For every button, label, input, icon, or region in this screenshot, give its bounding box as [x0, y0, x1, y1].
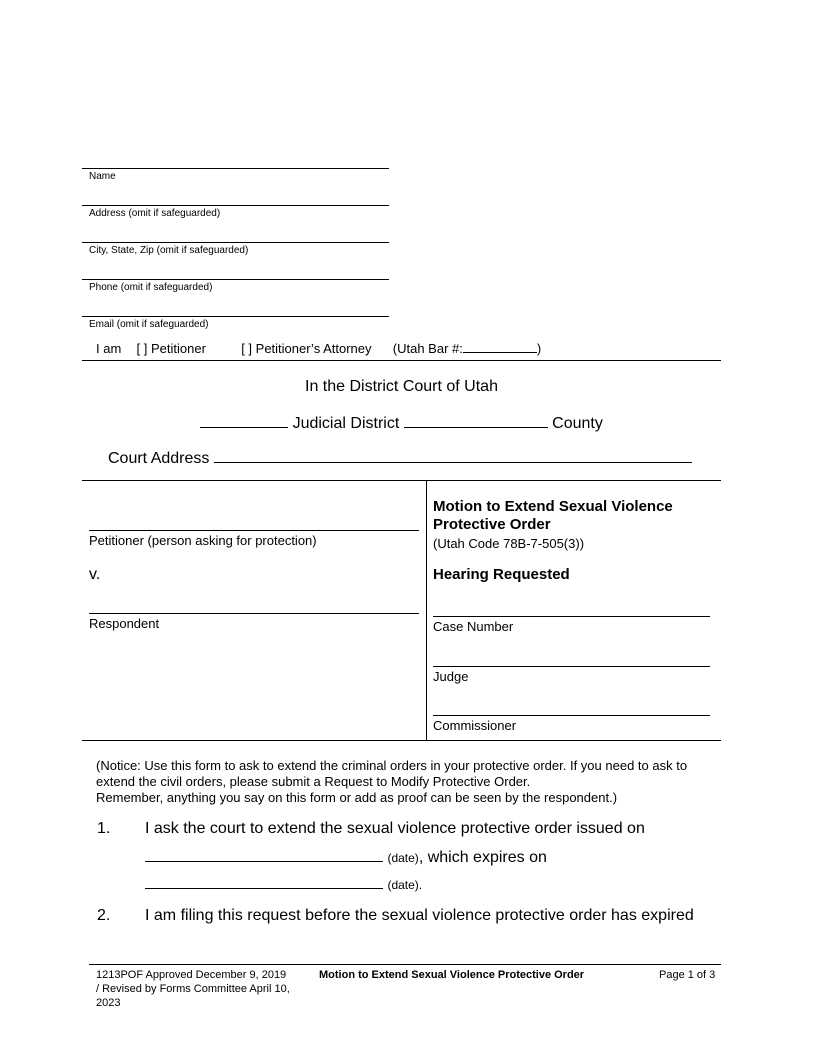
address-line[interactable] — [82, 205, 389, 206]
item-1-text: I ask the court to extend the sexual violence protective order issued on — [145, 820, 645, 837]
petitioner-option-label: Petitioner — [151, 341, 206, 356]
item-1-expires-row — [145, 874, 422, 894]
notice-block — [96, 758, 687, 806]
item-2-number: 2. — [97, 907, 111, 924]
name-label: Name — [89, 171, 116, 182]
address-label: Address (omit if safeguarded) — [89, 208, 221, 219]
city-label: City, State, Zip (omit if safeguarded) — [89, 245, 249, 256]
commissioner-line[interactable] — [433, 715, 710, 716]
item-1-number: 1. — [97, 820, 111, 837]
divider-top — [82, 360, 721, 361]
court-address-field[interactable] — [214, 448, 692, 463]
caption-bottom-line — [82, 740, 721, 741]
footer-left — [96, 968, 290, 1010]
court-heading: In the District Court of Utah — [305, 378, 498, 395]
issued-date-label: (date) — [387, 851, 419, 865]
respondent-label: Respondent — [89, 616, 160, 631]
issued-date-field[interactable] — [145, 847, 383, 862]
district-row — [0, 413, 803, 433]
bar-number-label: (Utah Bar #: — [392, 341, 463, 356]
phone-label: Phone (omit if safeguarded) — [89, 282, 213, 293]
caption-divider — [426, 480, 427, 740]
judge-line[interactable] — [433, 666, 710, 667]
item-2-text: I am filing this request before the sexual violence protective order has expired — [145, 907, 694, 924]
petitioner-name-line[interactable] — [89, 530, 419, 531]
notice-line-2: extend the civil orders, please submit a Request to Modify Protective Order. — [96, 774, 531, 789]
role-row — [96, 338, 541, 356]
footer-page-number: Page 1 of 3 — [659, 969, 716, 981]
footer-revised: / Revised by Forms Committee April 10, — [96, 983, 290, 995]
name-line[interactable] — [82, 168, 389, 169]
notice-line-3: Remember, anything you say on this form or add as proof can be seen by the respondent.) — [96, 790, 618, 805]
footer-year: 2023 — [96, 997, 121, 1009]
hearing-requested: Hearing Requested — [433, 566, 570, 583]
email-line[interactable] — [82, 316, 389, 317]
bar-number-field[interactable] — [463, 338, 537, 353]
court-address-row — [108, 448, 692, 468]
code-reference: (Utah Code 78B-7-505(3)) — [433, 536, 585, 551]
phone-line[interactable] — [82, 279, 389, 280]
county-label: County — [552, 415, 603, 432]
notice-line-1: (Notice: Use this form to ask to extend the criminal orders in your protective order. If you need to ask to — [96, 758, 688, 773]
case-number-label: Case Number — [433, 619, 514, 634]
footer-line — [89, 964, 721, 965]
respondent-name-line[interactable] — [89, 613, 419, 614]
judicial-district-field[interactable] — [200, 413, 288, 428]
city-line[interactable] — [82, 242, 389, 243]
case-number-line[interactable] — [433, 616, 710, 617]
commissioner-label: Commissioner — [433, 718, 517, 733]
county-field[interactable] — [404, 413, 548, 428]
item-1-issued-row — [145, 847, 547, 867]
attorney-checkbox[interactable]: [ ] — [241, 341, 253, 356]
petitioner-checkbox[interactable]: [ ] — [136, 341, 148, 356]
footer-title: Motion to Extend Sexual Violence Protective Order — [319, 969, 585, 981]
judicial-district-label: Judicial District — [292, 415, 400, 432]
petitioner-label: Petitioner (person asking for protection) — [89, 533, 317, 548]
judge-label: Judge — [433, 669, 469, 684]
bar-number-close: ) — [536, 341, 542, 356]
attorney-option-label: Petitioner’s Attorney — [255, 341, 372, 356]
caption-top-line — [82, 480, 721, 481]
court-address-label: Court Address — [108, 450, 210, 467]
form-title-line1: Motion to Extend Sexual Violence — [433, 498, 673, 515]
form-title-line2: Protective Order — [433, 516, 551, 533]
versus-label: v. — [89, 566, 101, 583]
i-am-label: I am — [96, 341, 122, 356]
footer-form-id: 1213POF Approved December 9, 2019 — [96, 969, 287, 981]
expires-date-field[interactable] — [145, 874, 383, 889]
email-label: Email (omit if safeguarded) — [89, 319, 209, 330]
expires-date-label: (date). — [387, 878, 423, 892]
form-title — [433, 498, 673, 534]
expires-text: , which expires on — [418, 849, 547, 866]
